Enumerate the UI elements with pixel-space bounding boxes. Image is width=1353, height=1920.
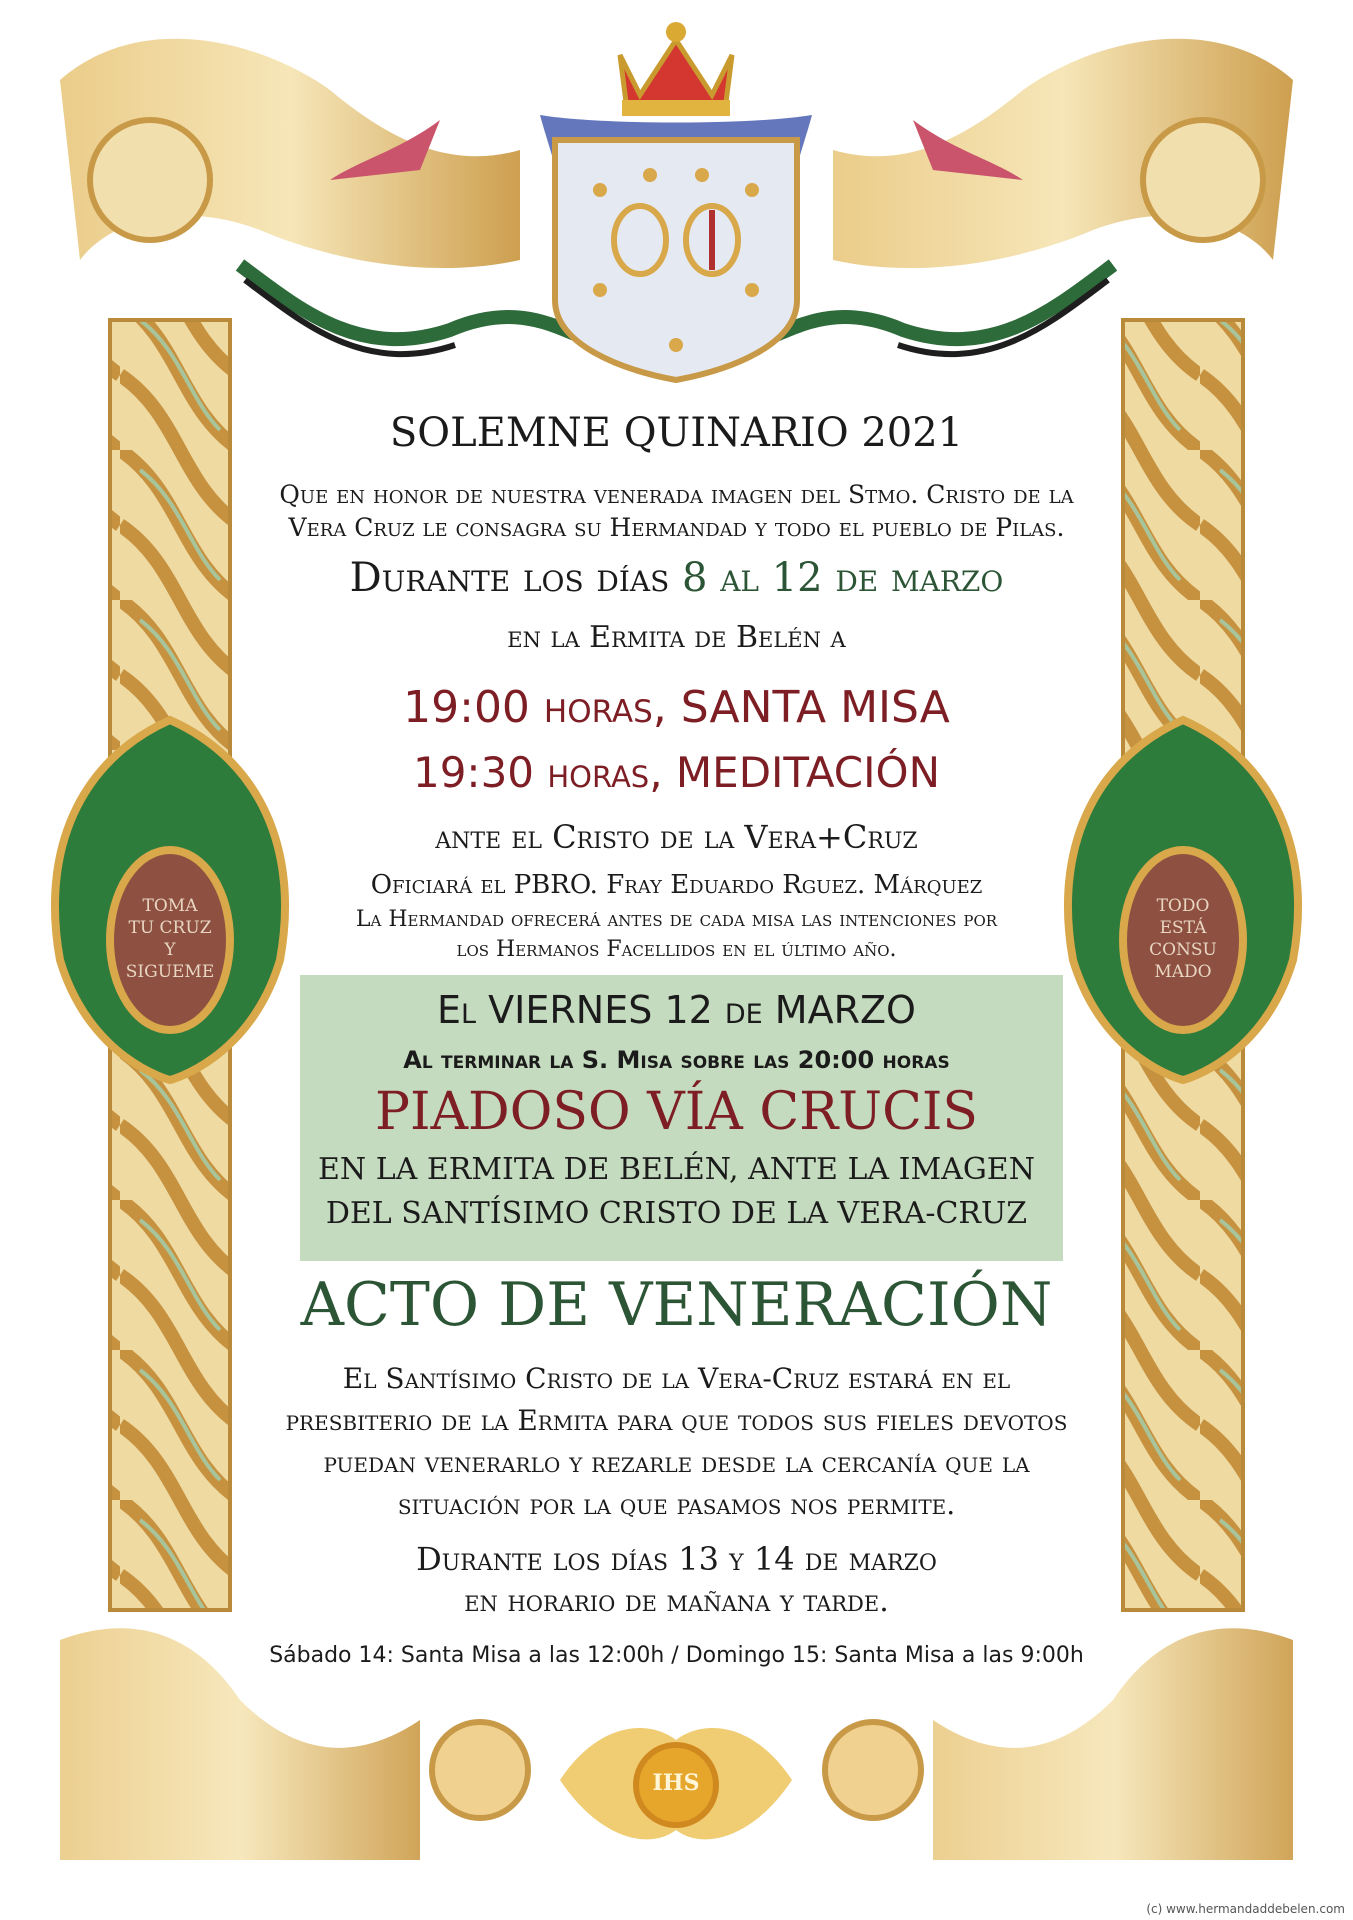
durante-line-2: en horario de mañana y tarde. bbox=[464, 1584, 889, 1619]
via-crucis-line-2: DEL SANTÍSIMO CRISTO DE LA VERA-CRUZ bbox=[325, 1196, 1028, 1231]
dates-end: 12 bbox=[771, 555, 823, 601]
oficiara-line: Oficiará el PBRO. Fray Eduardo Rguez. Márquez bbox=[370, 870, 983, 900]
dedication-line-2: Vera Cruz le consagra su Hermandad y todo el pueblo de Pilas. bbox=[288, 513, 1065, 542]
intenciones-line-1: La Hermandad ofrecerá antes de cada misa las intenciones por bbox=[355, 907, 998, 932]
dates-post: de marzo bbox=[822, 555, 1004, 601]
meditacion-time: 19:30 bbox=[412, 748, 535, 797]
dates-start: 8 bbox=[682, 555, 708, 601]
via-crucis-line-1: EN LA ERMITA DE BELÉN, ANTE LA IMAGEN bbox=[318, 1152, 1035, 1187]
acto-title: ACTO DE VENERACIÓN bbox=[300, 1270, 1053, 1340]
schedule-line: Sábado 14: Santa Misa a las 12:00h / Domingo 15: Santa Misa a las 9:00h bbox=[269, 1643, 1084, 1668]
meditacion-label: MEDITACIÓN bbox=[675, 748, 941, 797]
misa-time: 19:00 bbox=[403, 682, 530, 733]
ante-line: ante el Cristo de la Vera+Cruz bbox=[435, 818, 918, 856]
left-oval-inscription: TOMA TU CRUZ Y SIGUEME bbox=[125, 896, 215, 982]
viernes-month: de MARZO bbox=[712, 988, 916, 1032]
acto-line-2: presbiterio de la Ermita para que todos sus fieles devotos bbox=[285, 1404, 1068, 1437]
intenciones-line-2: los Hermanos Facellidos en el último año. bbox=[456, 937, 897, 962]
acto-line-4: situación por la que pasamos nos permite. bbox=[397, 1488, 956, 1521]
viernes-line bbox=[0, 988, 1353, 1032]
right-oval-inscription: TODO ESTÁ CONSU MADO bbox=[1149, 896, 1217, 982]
via-crucis-title: PIADOSO VÍA CRUCIS bbox=[374, 1082, 979, 1142]
misa-label: horas, SANTA MISA bbox=[529, 682, 950, 733]
dedication-line-1: Que en honor de nuestra venerada imagen del Stmo. Cristo de la bbox=[279, 480, 1074, 509]
dates-pre: Durante los días bbox=[349, 555, 683, 601]
copyright-credit: (c) www.hermandaddebelen.com bbox=[1146, 1902, 1345, 1916]
page-title: SOLEMNE QUINARIO 2021 bbox=[389, 410, 964, 456]
viernes-pre: El VIERNES bbox=[437, 988, 665, 1032]
dates-line bbox=[0, 555, 1353, 601]
durante-line-1: Durante los días 13 y 14 de marzo bbox=[416, 1540, 937, 1578]
meditacion-line bbox=[0, 748, 1353, 797]
terminar-line: Al terminar la S. Misa sobre las 20:00 horas bbox=[403, 1046, 950, 1074]
location-line: en la Ermita de Belén a bbox=[507, 620, 846, 655]
dates-mid: al bbox=[707, 555, 772, 601]
ihs-monogram: IHS bbox=[652, 1770, 700, 1796]
meditacion-horas: horas, bbox=[534, 748, 676, 797]
misa-line bbox=[0, 682, 1353, 733]
viernes-day: 12 bbox=[664, 988, 713, 1032]
acto-line-1: El Santísimo Cristo de la Vera-Cruz estará en el bbox=[342, 1362, 1011, 1395]
acto-line-3: puedan venerarlo y rezarle desde la cercanía que la bbox=[323, 1446, 1030, 1479]
